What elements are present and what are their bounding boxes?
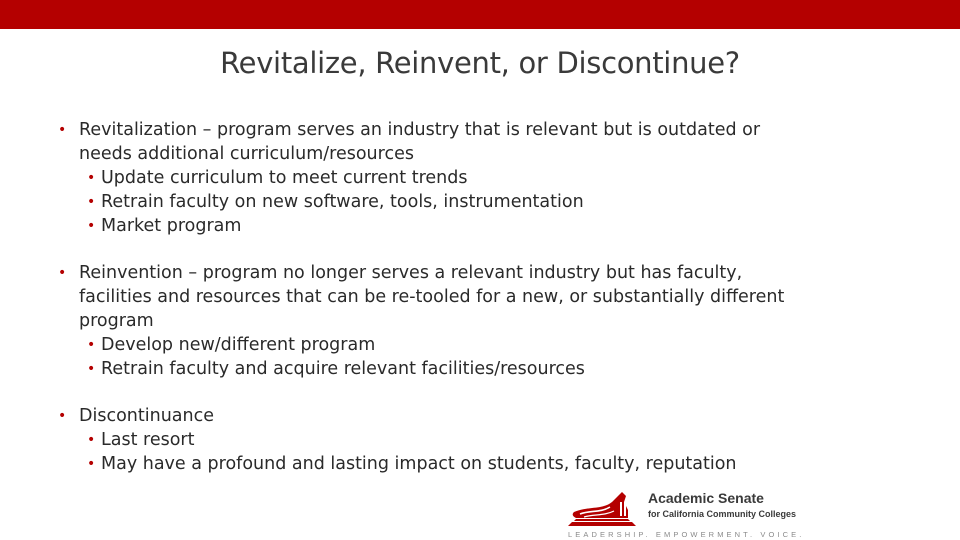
bullet-dot-icon: • <box>58 122 67 138</box>
bullet-dot-icon: • <box>58 265 67 281</box>
bullet-line: program <box>79 311 154 331</box>
academic-senate-logo <box>564 488 844 540</box>
bullet-reinvention <box>58 261 938 381</box>
sub-bullet <box>58 333 938 357</box>
senate-building-logo-icon <box>566 488 640 528</box>
sub-bullet-text: Develop new/different program <box>101 335 376 355</box>
bullet-dot-icon: • <box>87 218 96 234</box>
bullet-dot-icon: • <box>58 408 67 424</box>
sub-bullet <box>58 357 938 381</box>
bullet-dot-icon: • <box>87 194 96 210</box>
bullet-dot-icon: • <box>87 337 96 353</box>
sub-bullet-text: Market program <box>101 216 242 236</box>
logo-tagline: LEADERSHIP. EMPOWERMENT. VOICE. <box>568 530 805 539</box>
sub-bullet-text: Update curriculum to meet current trends <box>101 168 468 188</box>
bullet-main <box>58 404 938 428</box>
sub-bullet-text: Last resort <box>101 430 195 450</box>
bullet-line: Reinvention – program no longer serves a relevant industry but has faculty, <box>79 263 743 283</box>
bullet-line: Revitalization – program serves an industry that is relevant but is outdated or <box>79 120 761 140</box>
bullet-line: facilities and resources that can be re-tooled for a new, or substantially different <box>79 287 785 307</box>
logo-subname: for California Community Colleges <box>648 509 797 519</box>
bullet-dot-icon: • <box>87 456 96 472</box>
bullet-discontinuance <box>58 404 938 476</box>
sub-bullet <box>58 214 938 238</box>
sub-bullet-text: Retrain faculty and acquire relevant facilities/resources <box>101 359 585 379</box>
bullet-main <box>58 261 938 333</box>
bullet-dot-icon: • <box>87 170 96 186</box>
sub-bullet <box>58 190 938 214</box>
sub-bullet <box>58 166 938 190</box>
slide-content <box>58 118 938 499</box>
bullet-revitalization <box>58 118 938 238</box>
top-accent-bar <box>0 0 960 29</box>
sub-bullet-text: May have a profound and lasting impact on students, faculty, reputation <box>101 454 737 474</box>
bullet-line: Discontinuance <box>79 406 214 426</box>
sub-bullet <box>58 428 938 452</box>
bullet-dot-icon: • <box>87 432 96 448</box>
slide-title: Revitalize, Reinvent, or Discontinue? <box>220 46 740 80</box>
sub-bullet <box>58 452 938 476</box>
bullet-dot-icon: • <box>87 361 96 377</box>
logo-name: Academic Senate <box>648 490 764 506</box>
bullet-line: needs additional curriculum/resources <box>79 144 414 164</box>
bullet-main <box>58 118 938 166</box>
sub-bullet-text: Retrain faculty on new software, tools, instrumentation <box>101 192 584 212</box>
